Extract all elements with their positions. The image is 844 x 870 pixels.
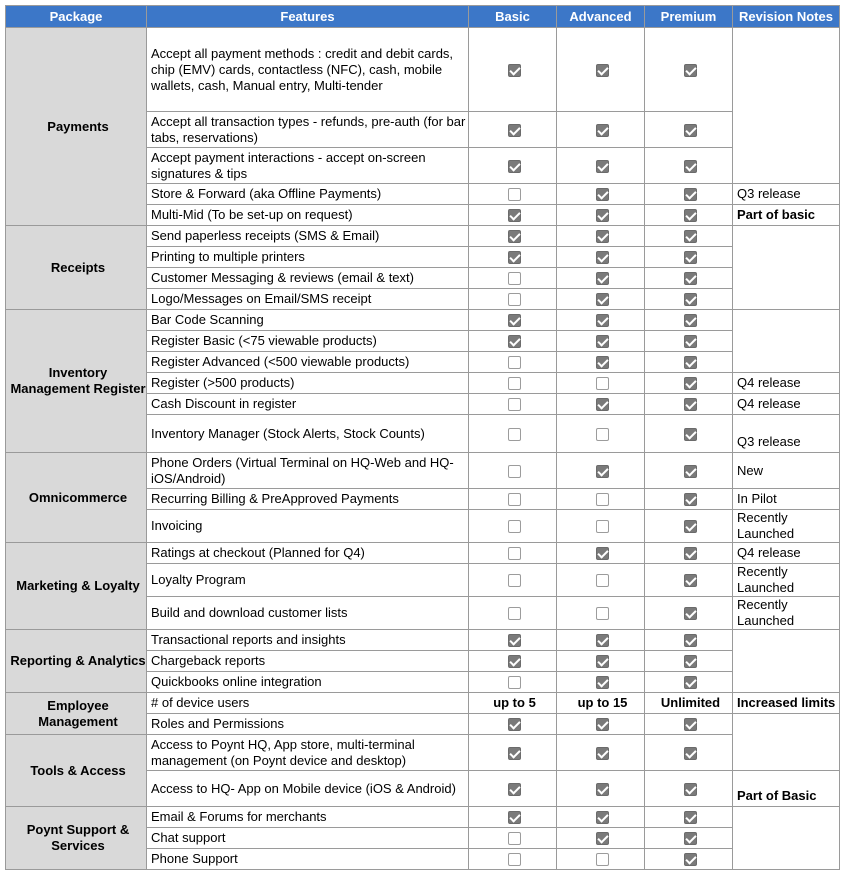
feature-text: Register Basic (<75 viewable products) — [147, 331, 469, 352]
checked-checkbox-icon[interactable] — [596, 272, 609, 285]
advanced-cell — [557, 510, 645, 543]
checked-checkbox-icon[interactable] — [684, 574, 697, 587]
premium-cell — [645, 28, 733, 112]
advanced-cell — [557, 289, 645, 310]
feature-text: Accept payment interactions - accept on-screen signatures & tips — [147, 148, 469, 184]
checked-checkbox-icon[interactable] — [596, 747, 609, 760]
table-row — [6, 693, 840, 714]
advanced-cell — [557, 268, 645, 289]
feature-text: Access to HQ- App on Mobile device (iOS & Android) — [147, 771, 469, 807]
advanced-cell — [557, 394, 645, 415]
revision-note: Recently Launched — [733, 597, 840, 630]
checked-checkbox-icon[interactable] — [596, 160, 609, 173]
premium-cell — [645, 735, 733, 771]
feature-text: Register (>500 products) — [147, 373, 469, 394]
checked-checkbox-icon[interactable] — [684, 655, 697, 668]
advanced-cell — [557, 489, 645, 510]
checked-checkbox-icon[interactable] — [684, 783, 697, 796]
checked-checkbox-icon[interactable] — [508, 783, 521, 796]
basic-cell — [469, 247, 557, 268]
basic-cell — [469, 510, 557, 543]
checked-checkbox-icon[interactable] — [508, 335, 521, 348]
table-row — [6, 28, 840, 112]
advanced-cell — [557, 415, 645, 453]
feature-text: Accept all payment methods : credit and debit cards, chip (EMV) cards, contactless (NFC), cash, mobile wallets, cash, Manual entry, Multi-tender — [147, 28, 469, 112]
checked-checkbox-icon[interactable] — [596, 64, 609, 77]
revision-note: Part of Basic — [733, 771, 840, 807]
checked-checkbox-icon[interactable] — [684, 398, 697, 411]
unchecked-checkbox-icon[interactable] — [508, 547, 521, 560]
feature-text: Multi-Mid (To be set-up on request) — [147, 205, 469, 226]
checked-checkbox-icon[interactable] — [596, 676, 609, 689]
checked-checkbox-icon[interactable] — [508, 64, 521, 77]
checked-checkbox-icon[interactable] — [596, 634, 609, 647]
advanced-cell — [557, 226, 645, 247]
unchecked-checkbox-icon[interactable] — [508, 293, 521, 306]
checked-checkbox-icon[interactable] — [596, 547, 609, 560]
revision-note-empty — [733, 807, 840, 870]
unchecked-checkbox-icon[interactable] — [508, 356, 521, 369]
feature-text: # of device users — [147, 693, 469, 714]
checked-checkbox-icon[interactable] — [596, 783, 609, 796]
unchecked-checkbox-icon[interactable] — [508, 465, 521, 478]
checked-checkbox-icon[interactable] — [596, 293, 609, 306]
premium-cell — [645, 184, 733, 205]
revision-note: Q3 release — [733, 184, 840, 205]
basic-cell — [469, 28, 557, 112]
revision-note: Part of basic — [733, 205, 840, 226]
checked-checkbox-icon[interactable] — [684, 634, 697, 647]
premium-cell — [645, 205, 733, 226]
revision-note: Q4 release — [733, 373, 840, 394]
unchecked-checkbox-icon[interactable] — [508, 377, 521, 390]
feature-text: Inventory Manager (Stock Alerts, Stock Counts) — [147, 415, 469, 453]
checked-checkbox-icon[interactable] — [684, 465, 697, 478]
advanced-cell — [557, 373, 645, 394]
feature-text: Phone Orders (Virtual Terminal on HQ-Web and HQ-iOS/Android) — [147, 453, 469, 489]
basic-cell — [469, 543, 557, 564]
premium-cell — [645, 849, 733, 870]
revision-note: Q4 release — [733, 394, 840, 415]
package-name: Marketing & Loyalty — [6, 543, 147, 630]
advanced-cell — [557, 828, 645, 849]
advanced-value: up to 15 — [557, 693, 645, 714]
basic-cell — [469, 828, 557, 849]
checked-checkbox-icon[interactable] — [684, 124, 697, 137]
feature-text: Build and download customer lists — [147, 597, 469, 630]
checked-checkbox-icon[interactable] — [596, 356, 609, 369]
revision-note-empty — [733, 310, 840, 373]
basic-cell — [469, 771, 557, 807]
header-revision-notes: Revision Notes — [733, 6, 840, 28]
unchecked-checkbox-icon[interactable] — [508, 676, 521, 689]
checked-checkbox-icon[interactable] — [684, 428, 697, 441]
checked-checkbox-icon[interactable] — [684, 230, 697, 243]
checked-checkbox-icon[interactable] — [596, 718, 609, 731]
unchecked-checkbox-icon[interactable] — [508, 272, 521, 285]
table-row — [6, 226, 840, 247]
checked-checkbox-icon[interactable] — [508, 634, 521, 647]
unchecked-checkbox-icon[interactable] — [508, 574, 521, 587]
basic-cell — [469, 394, 557, 415]
checked-checkbox-icon[interactable] — [596, 398, 609, 411]
package-name: Employee Management — [6, 693, 147, 735]
basic-value: up to 5 — [469, 693, 557, 714]
basic-cell — [469, 331, 557, 352]
basic-cell — [469, 184, 557, 205]
basic-cell — [469, 630, 557, 651]
premium-cell — [645, 373, 733, 394]
basic-cell — [469, 807, 557, 828]
checked-checkbox-icon[interactable] — [684, 493, 697, 506]
checked-checkbox-icon[interactable] — [508, 811, 521, 824]
feature-text: Logo/Messages on Email/SMS receipt — [147, 289, 469, 310]
table-row — [6, 807, 840, 828]
premium-cell — [645, 352, 733, 373]
header-package: Package — [6, 6, 147, 28]
checked-checkbox-icon[interactable] — [684, 356, 697, 369]
revision-note-empty — [733, 226, 840, 310]
advanced-cell — [557, 28, 645, 112]
package-name: Reporting & Analytics — [6, 630, 147, 693]
premium-cell — [645, 310, 733, 331]
basic-cell — [469, 849, 557, 870]
checked-checkbox-icon[interactable] — [684, 718, 697, 731]
package-name: Omnicommerce — [6, 453, 147, 543]
premium-cell — [645, 543, 733, 564]
feature-text: Customer Messaging & reviews (email & text) — [147, 268, 469, 289]
checked-checkbox-icon[interactable] — [684, 188, 697, 201]
advanced-cell — [557, 771, 645, 807]
header-row — [6, 6, 840, 28]
premium-cell — [645, 807, 733, 828]
premium-cell — [645, 714, 733, 735]
unchecked-checkbox-icon[interactable] — [508, 607, 521, 620]
premium-cell — [645, 268, 733, 289]
basic-cell — [469, 597, 557, 630]
unchecked-checkbox-icon[interactable] — [508, 428, 521, 441]
checked-checkbox-icon[interactable] — [596, 188, 609, 201]
unchecked-checkbox-icon[interactable] — [596, 574, 609, 587]
feature-text: Store & Forward (aka Offline Payments) — [147, 184, 469, 205]
advanced-cell — [557, 564, 645, 597]
advanced-cell — [557, 453, 645, 489]
unchecked-checkbox-icon[interactable] — [596, 520, 609, 533]
table-row — [6, 630, 840, 651]
header-premium: Premium — [645, 6, 733, 28]
package-name: Receipts — [6, 226, 147, 310]
table-row — [6, 735, 840, 771]
premium-cell — [645, 651, 733, 672]
feature-text: Printing to multiple printers — [147, 247, 469, 268]
feature-text: Roles and Permissions — [147, 714, 469, 735]
package-name: Tools & Access — [6, 735, 147, 807]
feature-text: Quickbooks online integration — [147, 672, 469, 693]
checked-checkbox-icon[interactable] — [684, 547, 697, 560]
checked-checkbox-icon[interactable] — [684, 747, 697, 760]
basic-cell — [469, 672, 557, 693]
premium-cell — [645, 672, 733, 693]
revision-note: New — [733, 453, 840, 489]
basic-cell — [469, 352, 557, 373]
advanced-cell — [557, 630, 645, 651]
feature-text: Email & Forums for merchants — [147, 807, 469, 828]
checked-checkbox-icon[interactable] — [596, 811, 609, 824]
premium-cell — [645, 148, 733, 184]
checked-checkbox-icon[interactable] — [684, 251, 697, 264]
unchecked-checkbox-icon[interactable] — [508, 520, 521, 533]
revision-note-empty — [733, 28, 840, 184]
advanced-cell — [557, 184, 645, 205]
checked-checkbox-icon[interactable] — [684, 853, 697, 866]
premium-cell — [645, 453, 733, 489]
header-advanced: Advanced — [557, 6, 645, 28]
basic-cell — [469, 112, 557, 148]
unchecked-checkbox-icon[interactable] — [508, 188, 521, 201]
basic-cell — [469, 148, 557, 184]
table-body — [6, 28, 840, 870]
feature-text: Loyalty Program — [147, 564, 469, 597]
checked-checkbox-icon[interactable] — [596, 655, 609, 668]
unchecked-checkbox-icon[interactable] — [508, 853, 521, 866]
premium-cell — [645, 597, 733, 630]
package-name: Poynt Support & Services — [6, 807, 147, 870]
revision-note: Increased limits — [733, 693, 840, 714]
basic-cell — [469, 651, 557, 672]
revision-note: Recently Launched — [733, 564, 840, 597]
header-basic: Basic — [469, 6, 557, 28]
checked-checkbox-icon[interactable] — [508, 230, 521, 243]
advanced-cell — [557, 735, 645, 771]
revision-note: Q4 release — [733, 543, 840, 564]
feature-text: Bar Code Scanning — [147, 310, 469, 331]
revision-note: Recently Launched — [733, 510, 840, 543]
checked-checkbox-icon[interactable] — [508, 718, 521, 731]
checked-checkbox-icon[interactable] — [508, 251, 521, 264]
premium-cell — [645, 289, 733, 310]
advanced-cell — [557, 205, 645, 226]
revision-note-empty — [733, 714, 840, 771]
table-row — [6, 543, 840, 564]
feature-text: Phone Support — [147, 849, 469, 870]
premium-cell — [645, 828, 733, 849]
feature-text: Chargeback reports — [147, 651, 469, 672]
advanced-cell — [557, 352, 645, 373]
table-row — [6, 310, 840, 331]
checked-checkbox-icon[interactable] — [508, 314, 521, 327]
feature-text: Accept all transaction types - refunds, pre-auth (for bar tabs, reservations) — [147, 112, 469, 148]
checked-checkbox-icon[interactable] — [684, 377, 697, 390]
basic-cell — [469, 489, 557, 510]
unchecked-checkbox-icon[interactable] — [508, 398, 521, 411]
feature-text: Transactional reports and insights — [147, 630, 469, 651]
checked-checkbox-icon[interactable] — [684, 314, 697, 327]
unchecked-checkbox-icon[interactable] — [596, 493, 609, 506]
premium-value: Unlimited — [645, 693, 733, 714]
advanced-cell — [557, 310, 645, 331]
checked-checkbox-icon[interactable] — [596, 465, 609, 478]
feature-text: Register Advanced (<500 viewable products) — [147, 352, 469, 373]
checked-checkbox-icon[interactable] — [684, 676, 697, 689]
unchecked-checkbox-icon[interactable] — [596, 428, 609, 441]
premium-cell — [645, 247, 733, 268]
advanced-cell — [557, 543, 645, 564]
premium-cell — [645, 564, 733, 597]
premium-cell — [645, 394, 733, 415]
checked-checkbox-icon[interactable] — [508, 209, 521, 222]
checked-checkbox-icon[interactable] — [508, 655, 521, 668]
premium-cell — [645, 112, 733, 148]
basic-cell — [469, 735, 557, 771]
feature-text: Recurring Billing & PreApproved Payments — [147, 489, 469, 510]
checked-checkbox-icon[interactable] — [596, 251, 609, 264]
basic-cell — [469, 714, 557, 735]
advanced-cell — [557, 714, 645, 735]
feature-text: Ratings at checkout (Planned for Q4) — [147, 543, 469, 564]
package-comparison-table — [5, 5, 840, 870]
unchecked-checkbox-icon[interactable] — [596, 607, 609, 620]
feature-text: Invoicing — [147, 510, 469, 543]
feature-text: Access to Poynt HQ, App store, multi-terminal management (on Poynt device and desktop) — [147, 735, 469, 771]
checked-checkbox-icon[interactable] — [596, 314, 609, 327]
checked-checkbox-icon[interactable] — [684, 293, 697, 306]
checked-checkbox-icon[interactable] — [684, 520, 697, 533]
premium-cell — [645, 226, 733, 247]
checked-checkbox-icon[interactable] — [684, 64, 697, 77]
basic-cell — [469, 205, 557, 226]
advanced-cell — [557, 807, 645, 828]
header-features: Features — [147, 6, 469, 28]
package-name: Inventory Management Register — [6, 310, 147, 453]
advanced-cell — [557, 849, 645, 870]
basic-cell — [469, 564, 557, 597]
premium-cell — [645, 415, 733, 453]
checked-checkbox-icon[interactable] — [684, 832, 697, 845]
checked-checkbox-icon[interactable] — [596, 230, 609, 243]
basic-cell — [469, 415, 557, 453]
basic-cell — [469, 310, 557, 331]
unchecked-checkbox-icon[interactable] — [508, 832, 521, 845]
feature-text: Chat support — [147, 828, 469, 849]
advanced-cell — [557, 597, 645, 630]
revision-note: In Pilot — [733, 489, 840, 510]
revision-note-empty — [733, 630, 840, 693]
feature-text: Send paperless receipts (SMS & Email) — [147, 226, 469, 247]
checked-checkbox-icon[interactable] — [596, 832, 609, 845]
advanced-cell — [557, 651, 645, 672]
premium-cell — [645, 510, 733, 543]
checked-checkbox-icon[interactable] — [684, 335, 697, 348]
premium-cell — [645, 630, 733, 651]
checked-checkbox-icon[interactable] — [596, 335, 609, 348]
basic-cell — [469, 226, 557, 247]
checked-checkbox-icon[interactable] — [684, 272, 697, 285]
feature-text: Cash Discount in register — [147, 394, 469, 415]
premium-cell — [645, 331, 733, 352]
advanced-cell — [557, 247, 645, 268]
checked-checkbox-icon[interactable] — [596, 209, 609, 222]
premium-cell — [645, 771, 733, 807]
unchecked-checkbox-icon[interactable] — [596, 377, 609, 390]
checked-checkbox-icon[interactable] — [508, 160, 521, 173]
basic-cell — [469, 453, 557, 489]
revision-note: Q3 release — [733, 415, 840, 453]
basic-cell — [469, 289, 557, 310]
checked-checkbox-icon[interactable] — [508, 124, 521, 137]
table-row — [6, 453, 840, 489]
checked-checkbox-icon[interactable] — [596, 124, 609, 137]
advanced-cell — [557, 672, 645, 693]
checked-checkbox-icon[interactable] — [684, 209, 697, 222]
advanced-cell — [557, 112, 645, 148]
pricing-table-wrapper — [5, 5, 840, 870]
unchecked-checkbox-icon[interactable] — [596, 853, 609, 866]
checked-checkbox-icon[interactable] — [684, 160, 697, 173]
checked-checkbox-icon[interactable] — [684, 607, 697, 620]
checked-checkbox-icon[interactable] — [684, 811, 697, 824]
advanced-cell — [557, 148, 645, 184]
package-name: Payments — [6, 28, 147, 226]
unchecked-checkbox-icon[interactable] — [508, 493, 521, 506]
checked-checkbox-icon[interactable] — [508, 747, 521, 760]
basic-cell — [469, 373, 557, 394]
advanced-cell — [557, 331, 645, 352]
premium-cell — [645, 489, 733, 510]
basic-cell — [469, 268, 557, 289]
